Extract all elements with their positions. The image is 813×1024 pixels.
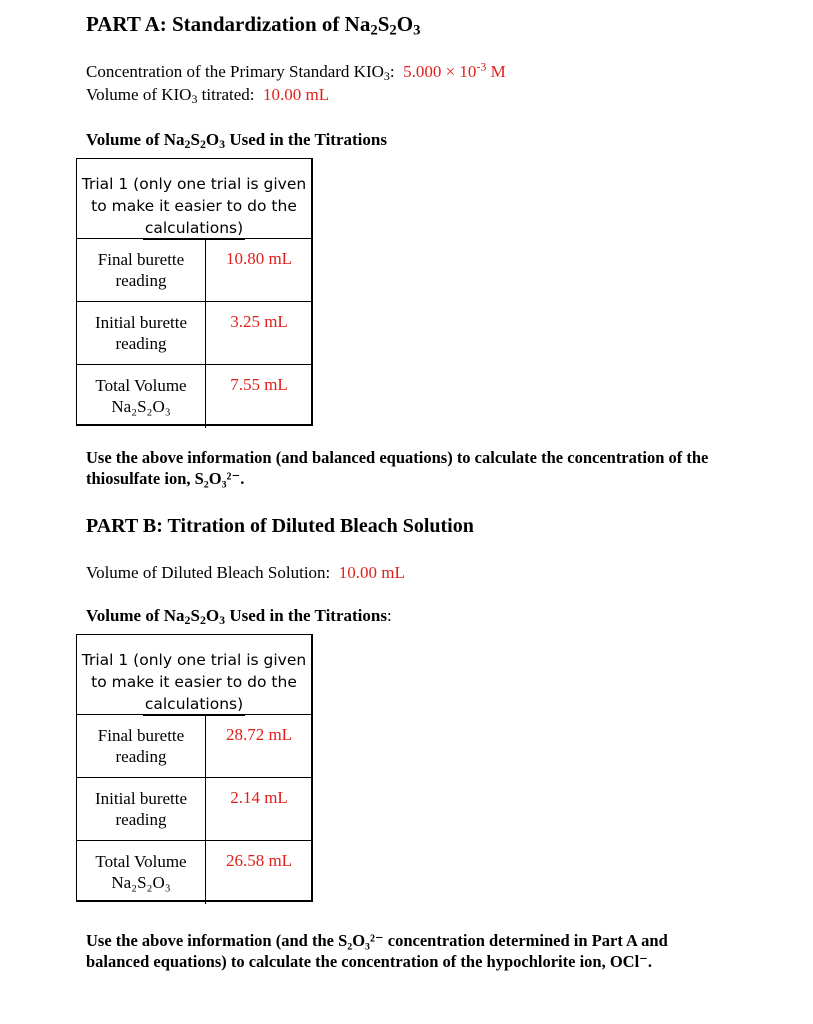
table-row-initial-reading bbox=[77, 302, 311, 365]
part-b-titration-table bbox=[76, 634, 313, 902]
row-label: Initial burette reading bbox=[77, 778, 206, 840]
row-value: 28.72 mL bbox=[225, 725, 293, 744]
table-header: Trial 1 (only one trial is given to make it easier to do the calculations) bbox=[77, 159, 311, 239]
part-a-title: PART A: Standardization of $Na_2S_2O_3$ bbox=[86, 12, 421, 39]
row-label: Final burette reading bbox=[77, 715, 206, 777]
row-value: 26.58 mL bbox=[225, 851, 293, 870]
concentration-value: $5.000 \times 10^{-3}$ M bbox=[403, 59, 506, 81]
row-label: Total Volume Na₂S₂O₃ bbox=[77, 841, 206, 904]
bleach-volume: Volume of Diluted Bleach Solution: 10.00 mL bbox=[86, 563, 405, 582]
bleach-volume-value: 10.00 mL bbox=[338, 563, 405, 582]
part-a-table-title: Volume of $Na_2S_2O_3$ Used in the Titrations bbox=[86, 130, 387, 151]
table-header: Trial 1 (only one trial is given to make it easier to do the calculations) bbox=[77, 635, 311, 715]
row-label: Initial burette reading bbox=[77, 302, 206, 364]
row-value: 2.14 mL bbox=[230, 788, 288, 807]
row-label: Total Volume Na₂S₂O₃ bbox=[77, 365, 206, 428]
table-row-final-reading bbox=[77, 239, 311, 302]
kio3-volume: Volume of $KIO_3$ titrated: 10.00 mL bbox=[86, 85, 330, 106]
part-a-instruction: Use the above information (and balanced equations) to calculate the concentration of the thiosulfate ion, S₂O₃²⁻. bbox=[86, 448, 709, 488]
table-row-total-volume bbox=[77, 841, 311, 904]
part-a-titration-table bbox=[76, 158, 313, 426]
part-b-table-title: Volume of $Na_2S_2O_3$ Used in the Titrations: bbox=[86, 606, 392, 627]
part-b-instruction: Use the above information (and the S₂O₃²⁻ concentration determined in Part A and balanced equations) to calculate the concentration of the hypochlorite ion, OCl⁻. bbox=[86, 931, 668, 971]
table-row-initial-reading bbox=[77, 778, 311, 841]
row-value: 3.25 mL bbox=[230, 312, 288, 331]
primary-standard-concentration: Concentration of the Primary Standard $KIO_3$: $5.000 \times 10^{-3}$ M bbox=[86, 59, 506, 83]
row-label: Final burette reading bbox=[77, 239, 206, 301]
row-value: 10.80 mL bbox=[225, 249, 293, 268]
row-value: 7.55 mL bbox=[230, 375, 288, 394]
kio3-volume-value: 10.00 mL bbox=[263, 85, 330, 104]
table-row-total-volume bbox=[77, 365, 311, 428]
part-b-title: PART B: Titration of Diluted Bleach Solution bbox=[86, 515, 474, 537]
table-row-final-reading bbox=[77, 715, 311, 778]
